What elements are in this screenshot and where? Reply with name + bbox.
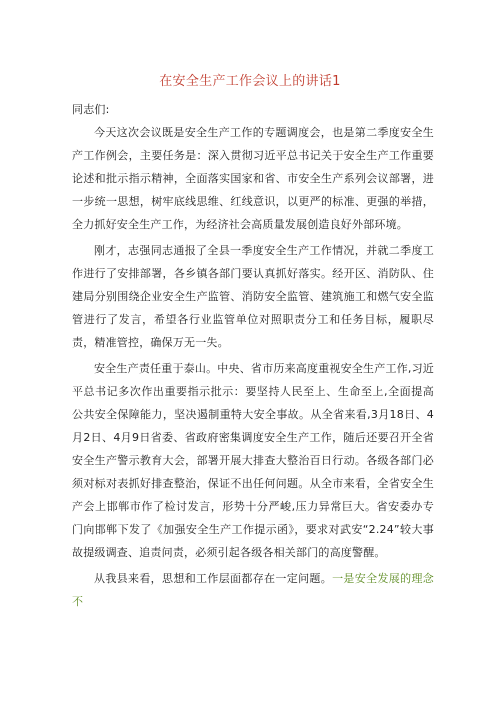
paragraph-1: 今天这次会议既是安全生产工作的专题调度会，也是第二季度安全生产工作例会，主要任务是：深入贯彻习近平总书记关于安全生产工作重要论述和批示指示精神，全面落实国家和省、市安全生产系列会议部署，进一步统一思想，树牢底线思维、红线意识，以更严的标准、更强的举措，全力抓好安全生产工作，为经济社会高质量发展创造良好外部环境。 bbox=[72, 126, 434, 231]
paragraph-4 bbox=[72, 567, 434, 613]
paragraph-4-highlight: 一是安全发展的理念不 bbox=[72, 572, 434, 608]
paragraph-4-text: 从我县来看，思想和工作层面都存在一定问题。 bbox=[94, 572, 333, 585]
document-body bbox=[72, 98, 434, 613]
salutation: 同志们: bbox=[72, 103, 110, 116]
paragraph-2: 刚才，志强同志通报了全县一季度安全生产工作情况，并就二季度工作进行了安排部署，各乡镇各部门要认真抓好落实。经开区、消防队、住建局分别围绕企业安全生产监管、消防安全监管、建筑施工和燃气安全监管进行了发言，希望各行业监管单位对照职责分工和任务目标，履职尽责，精准管控，确保万无一失。 bbox=[72, 244, 434, 349]
paragraph-3: 安全生产责任重于泰山。中央、省市历来高度重视安全生产工作,习近平总书记多次作出重要指示批示：要坚持人民至上、生命至上,全面提高公共安全保障能力，坚决遏制重特大安全事故。从全省来看,3月18日、4月2日、4月9日省委、省政府密集调度安全生产工作，随后还要召开全省安全生产警示教育大会，部署开展大排查大整治百日行动。各级各部门必须对标对表抓好排查整治，保证不出任何问题。从全市来看，全省安全生产会上邯郸市作了检讨发言，形势十分严峻,压力异常巨大。省安委办专门向邯郸下发了《加强安全生产工作提示函》，要求对武安“2.24”较大事故提级调查、追责问责，必须引起各级各相关部门的高度警醒。 bbox=[72, 362, 434, 559]
document-title: 在安全生产工作会议上的讲话1 bbox=[159, 74, 341, 89]
